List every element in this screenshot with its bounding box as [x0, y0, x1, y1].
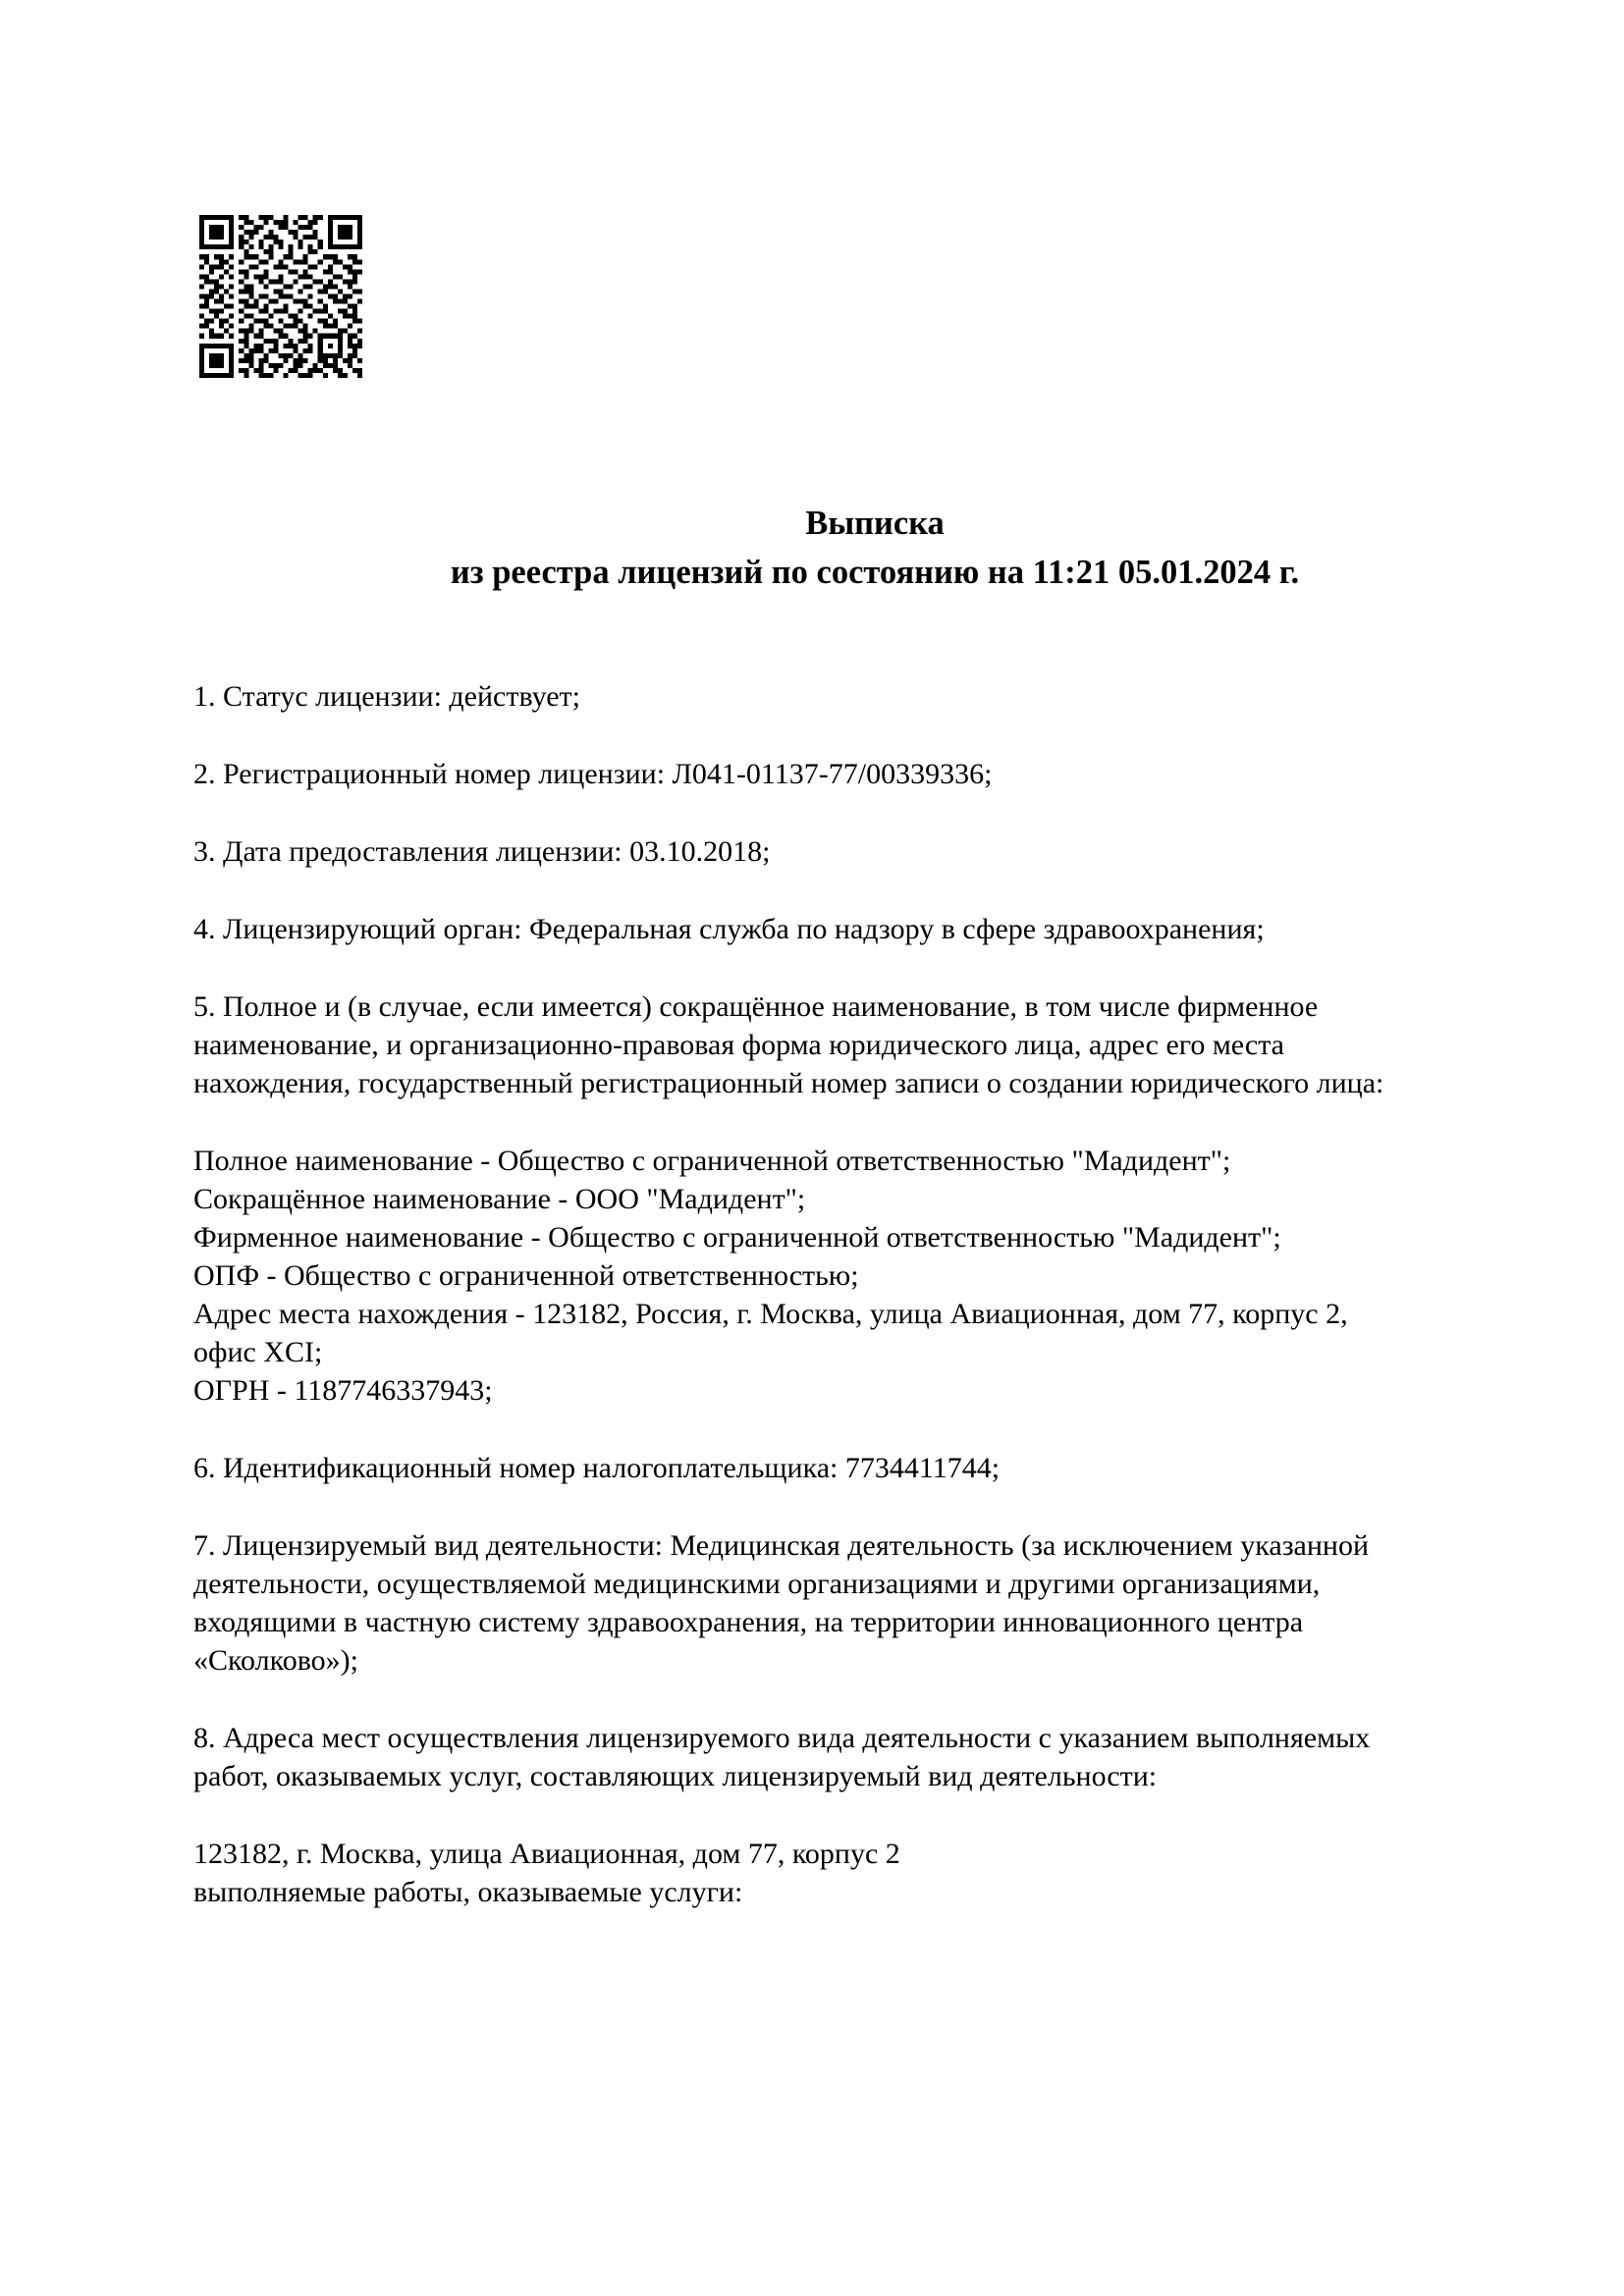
license-reg-number: 2. Регистрационный номер лицензии: Л041-01137-77/00339336; [193, 758, 993, 790]
qr-code [199, 215, 362, 378]
addresses-heading-line: 8. Адреса мест осуществления лицензируемого вида деятельности с указанием выполняемых [193, 1722, 1371, 1754]
document-body [193, 677, 1509, 1950]
full-name: Полное наименование - Общество с ограниченной ответственностью "Мадидент"; [193, 1145, 1231, 1177]
license-date: 3. Дата предоставления лицензии: 03.10.2018; [193, 835, 771, 868]
license-status: 1. Статус лицензии: действует; [193, 680, 580, 713]
names-heading [193, 988, 1509, 1102]
address-office: офис XCI; [193, 1336, 323, 1368]
names-details [193, 1142, 1509, 1410]
activity-address-line: 123182, г. Москва, улица Авиационная, дом 77, корпус 2 [193, 1838, 900, 1870]
names-heading-line: 5. Полное и (в случае, если имеется) сокращённое наименование, в том числе фирменное [193, 990, 1319, 1023]
activity-line: входящими в частную систему здравоохранения, на территории инновационного центра [193, 1606, 1304, 1638]
title-line-2: из реестра лицензий по состоянию на 11:21 05.01.2024 г. [450, 554, 1300, 591]
addresses-heading-line: работ, оказываемых услуг, составляющих лицензируемый вид деятельности: [193, 1760, 1158, 1792]
short-name: Сокращённое наименование - ООО "Мадидент"; [193, 1183, 806, 1215]
legal-form: ОПФ - Общество с ограниченной ответственностью; [193, 1259, 859, 1292]
names-heading-line: нахождения, государственный регистрационный номер записи о создании юридического лица: [193, 1067, 1384, 1099]
brand-name: Фирменное наименование - Общество с ограниченной ответственностью "Мадидент"; [193, 1221, 1281, 1254]
ogrn: ОГРН - 1187746337943; [193, 1374, 493, 1407]
services-label: выполняемые работы, оказываемые услуги: [193, 1876, 743, 1908]
title-line-1: Выписка [805, 505, 945, 542]
inn: 6. Идентификационный номер налогоплательщика: 7734411744; [193, 1452, 1001, 1484]
licensed-activity [193, 1526, 1509, 1680]
licensing-authority: 4. Лицензирующий орган: Федеральная служба по надзору в сфере здравоохранения; [193, 913, 1265, 945]
names-heading-line: наименование, и организационно-правовая форма юридического лица, адрес его места [193, 1029, 1284, 1061]
document-title [0, 499, 1624, 597]
activity-line: «Сколково»); [193, 1644, 358, 1677]
addresses-heading [193, 1719, 1509, 1795]
activity-line: деятельности, осуществляемой медицинскими организациями и другими организациями, [193, 1568, 1321, 1600]
activity-address [193, 1835, 1509, 1911]
address: Адрес места нахождения - 123182, Россия, г. Москва, улица Авиационная, дом 77, корпус 2, [193, 1298, 1348, 1330]
activity-line: 7. Лицензируемый вид деятельности: Медицинская деятельность (за исключением указанной [193, 1529, 1370, 1562]
